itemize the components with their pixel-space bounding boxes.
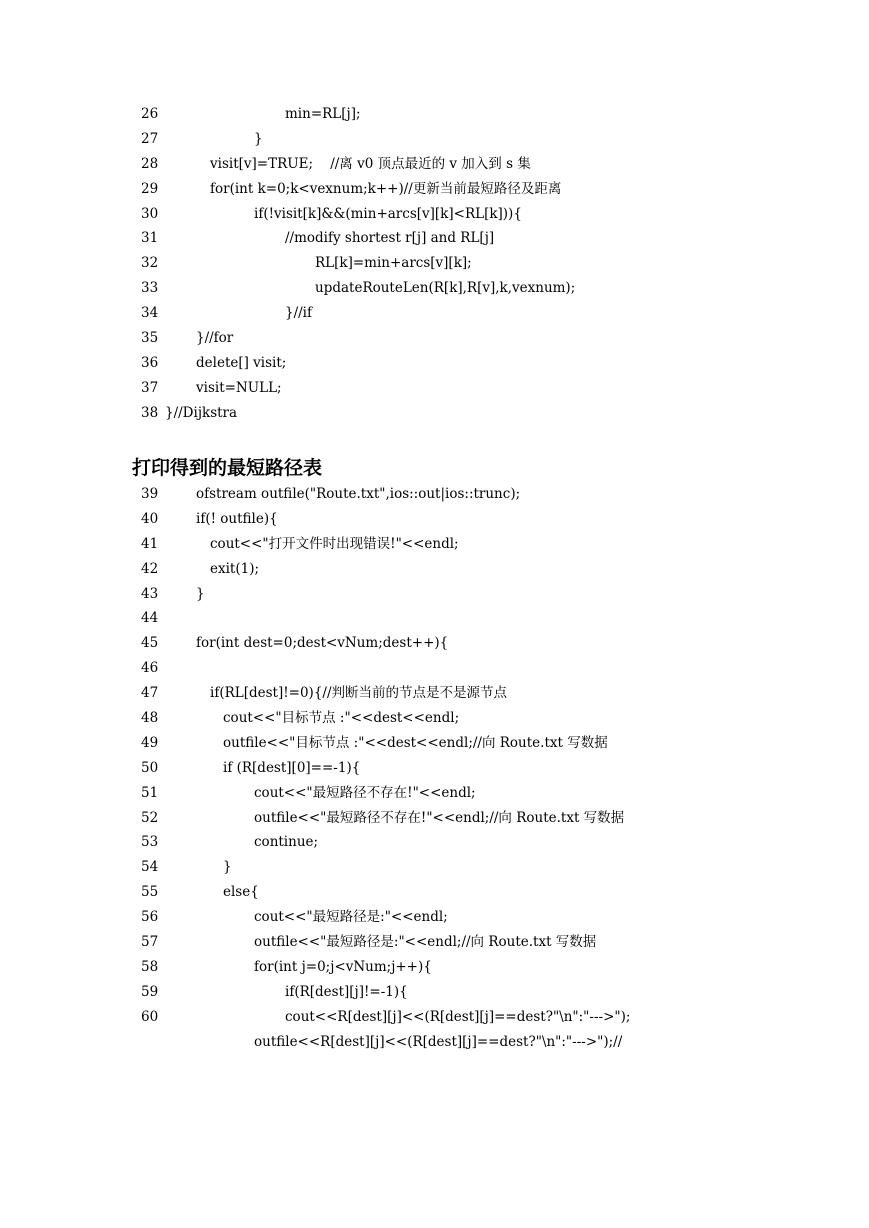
code-line: [0, 830, 869, 855]
code-text: if(RL[dest]!=0){//判断当前的节点是不是源节点: [210, 685, 508, 702]
code-line: [0, 980, 869, 1005]
line-number: 31: [141, 230, 159, 247]
code-line: [0, 631, 869, 656]
code-line: [0, 482, 869, 507]
code-text: for(int k=0;k<vexnum;k++)//更新当前最短路径及距离: [210, 180, 562, 197]
code-line: [0, 1030, 869, 1055]
line-number: 60: [141, 1008, 159, 1025]
code-text: }: [254, 130, 263, 147]
code-line: [0, 226, 869, 251]
code-line: [0, 606, 869, 631]
line-number: 56: [141, 909, 159, 926]
code-line: [0, 251, 869, 276]
line-number: 33: [141, 280, 159, 297]
code-line: [0, 905, 869, 930]
code-line: [0, 127, 869, 152]
code-text: ofstream outfile("Route.txt",ios::out|ios::trunc);: [196, 486, 521, 502]
code-line: [0, 582, 869, 607]
code-text: outfile<<R[dest][j]<<(R[dest][j]==dest?"\n":"--->");//: [254, 1033, 623, 1050]
code-text: }//for: [196, 330, 234, 347]
code-line: [0, 351, 869, 376]
line-number: 30: [141, 205, 159, 222]
line-number: 37: [141, 379, 159, 396]
code-text: cout<<"最短路径是:"<<endl;: [254, 909, 448, 926]
line-number: 36: [141, 354, 159, 371]
code-line: [0, 326, 869, 351]
code-text: visit=NULL;: [196, 379, 282, 396]
code-line: [0, 855, 869, 880]
line-number: 55: [141, 884, 159, 901]
code-line: [0, 202, 869, 227]
code-text: if(!visit[k]&&(min+arcs[v][k]<RL[k])){: [254, 205, 522, 222]
line-number: 41: [141, 535, 159, 552]
code-line: [0, 756, 869, 781]
code-line: [0, 376, 869, 401]
line-number: 45: [141, 635, 159, 652]
code-text: delete[] visit;: [196, 354, 287, 371]
code-line: [0, 177, 869, 202]
code-line: [0, 806, 869, 831]
line-number: 39: [141, 486, 159, 502]
line-number: 52: [141, 809, 159, 826]
line-number: 29: [141, 180, 159, 197]
line-number: 50: [141, 759, 159, 776]
code-block-dijkstra: [0, 102, 869, 426]
line-number: 42: [141, 560, 159, 577]
line-number: 54: [141, 859, 159, 876]
line-number: 46: [141, 660, 159, 677]
line-number: 43: [141, 585, 159, 602]
line-number: 28: [141, 155, 159, 172]
code-text: min=RL[j];: [285, 106, 361, 122]
code-line: [0, 781, 869, 806]
code-line: [0, 401, 869, 426]
code-line: [0, 731, 869, 756]
line-number: 35: [141, 330, 159, 347]
code-line: [0, 532, 869, 557]
code-text: //modify shortest r[j] and RL[j]: [285, 230, 495, 247]
code-line: [0, 1005, 869, 1030]
code-text: outfile<<"最短路径不存在!"<<endl;//向 Route.txt 写数据: [254, 809, 625, 826]
code-line: [0, 955, 869, 980]
line-number: 59: [141, 983, 159, 1000]
code-line: [0, 276, 869, 301]
code-text: }: [223, 859, 232, 876]
code-line: [0, 301, 869, 326]
line-number: 58: [141, 958, 159, 975]
code-block-print-routes: [0, 482, 869, 1054]
line-number: 51: [141, 784, 159, 801]
code-line: [0, 152, 869, 177]
code-text: if (R[dest][0]==-1){: [223, 759, 361, 776]
code-text: }: [196, 585, 205, 602]
line-number: 40: [141, 510, 159, 527]
line-number: 53: [141, 834, 159, 851]
line-number: 57: [141, 934, 159, 951]
code-text: outfile<<"目标节点 :"<<dest<<endl;//向 Route.txt 写数据: [223, 734, 608, 751]
code-line: [0, 681, 869, 706]
line-number: 48: [141, 710, 159, 727]
code-line: [0, 557, 869, 582]
line-number: 27: [141, 130, 159, 147]
code-text: cout<<"打开文件时出现错误!"<<endl;: [210, 535, 459, 552]
section-heading: 打印得到的最短路径表: [132, 457, 323, 479]
line-number: 34: [141, 305, 159, 322]
line-number: 44: [141, 610, 159, 627]
code-text: RL[k]=min+arcs[v][k];: [315, 255, 472, 272]
code-text: if(! outfile){: [196, 510, 278, 527]
code-text: outfile<<"最短路径是:"<<endl;//向 Route.txt 写数据: [254, 934, 597, 951]
code-text: for(int j=0;j<vNum;j++){: [254, 958, 432, 975]
line-number: 38: [141, 404, 159, 421]
line-number: 47: [141, 685, 159, 702]
code-text: updateRouteLen(R[k],R[v],k,vexnum);: [315, 280, 576, 297]
code-line: [0, 102, 869, 127]
code-text: cout<<R[dest][j]<<(R[dest][j]==dest?"\n":"--->");: [285, 1008, 631, 1025]
code-text: for(int dest=0;dest<vNum;dest++){: [196, 635, 449, 652]
line-number: 49: [141, 734, 159, 751]
code-text: continue;: [254, 834, 319, 851]
code-text: exit(1);: [210, 560, 260, 577]
code-line: [0, 706, 869, 731]
code-text: }//Dijkstra: [165, 404, 238, 421]
code-line: [0, 507, 869, 532]
code-text: visit[v]=TRUE; //离 v0 顶点最近的 v 加入到 s 集: [210, 155, 531, 172]
code-text: if(R[dest][j]!=-1){: [285, 983, 408, 1000]
code-text: cout<<"最短路径不存在!"<<endl;: [254, 784, 476, 801]
code-line: [0, 880, 869, 905]
code-text: cout<<"目标节点 :"<<dest<<endl;: [223, 710, 460, 727]
code-text: else{: [223, 884, 259, 901]
code-text: }//if: [285, 305, 312, 322]
line-number: 26: [141, 106, 159, 122]
code-line: [0, 930, 869, 955]
code-line: [0, 656, 869, 681]
line-number: 32: [141, 255, 159, 272]
